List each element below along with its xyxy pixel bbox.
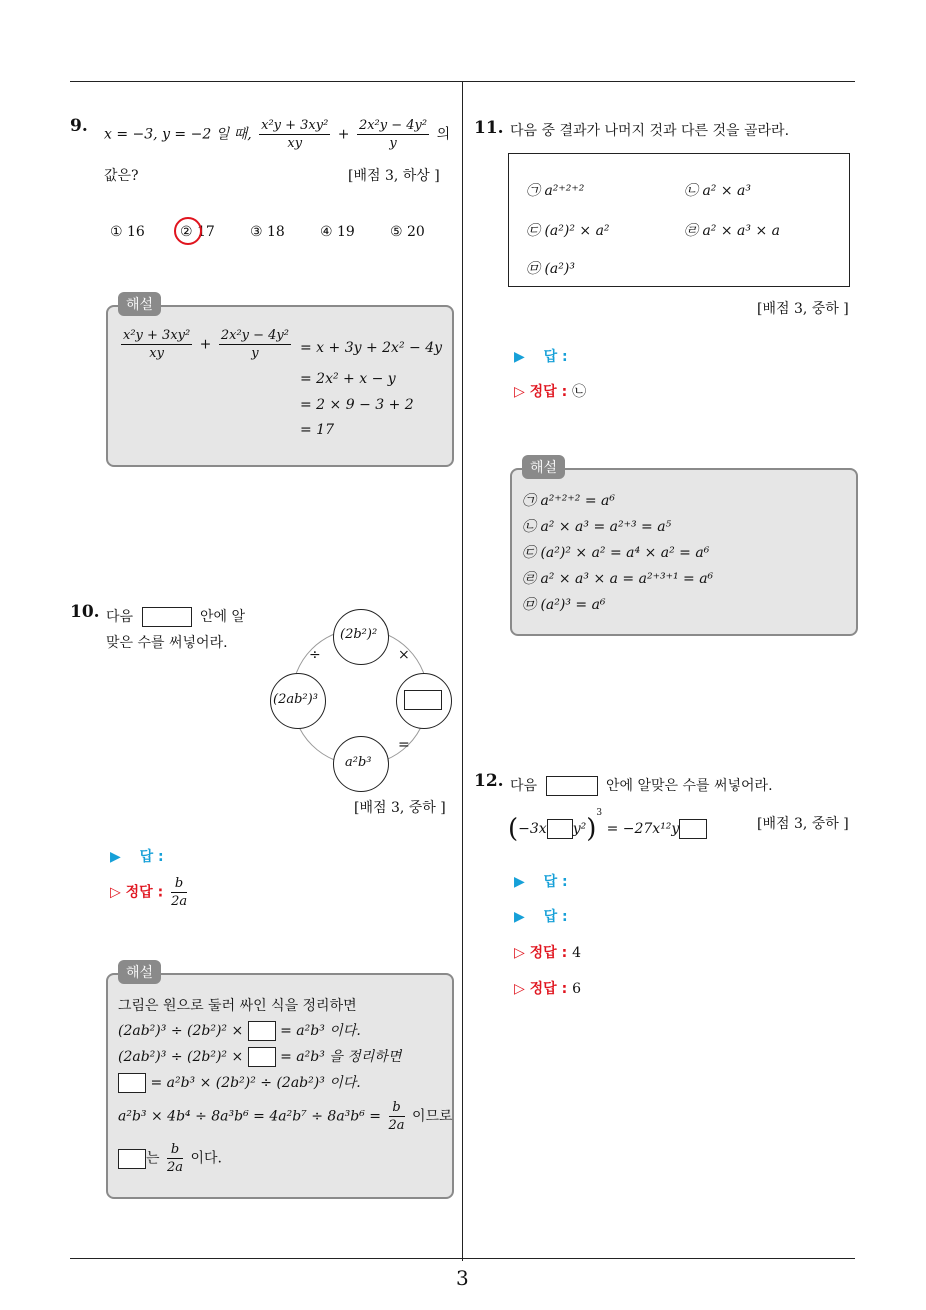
q9-answer-mark-circle	[174, 217, 202, 245]
q11-correct-label: 정답 :	[529, 384, 568, 400]
q10-sol-blank-3	[118, 1073, 146, 1093]
q10-circle-bottom-label: a²b³	[345, 755, 372, 770]
q10-answer-arrow-icon: ▶	[110, 849, 121, 865]
q12-correct-row-2	[514, 978, 581, 998]
q11-option-1[interactable]: ㉠ a²⁺²⁺²	[526, 183, 585, 199]
q9-solution-line-3: = 2 × 9 − 3 + 2	[300, 397, 414, 413]
q10-sol-expr-a: (2ab²)³ ÷ (2b²)² ×	[118, 1023, 244, 1039]
q10-answer-label: 답 :	[139, 849, 164, 865]
q9-condition: x = −3, y = −2 일 때,	[104, 126, 252, 143]
q11-correct-row	[514, 381, 586, 401]
q11-sol-line-5: ㉤ (a²)³ = a⁶	[522, 597, 606, 613]
q9-sol-frac2-den: y	[251, 346, 259, 361]
q10-sol-text-g: 이므로	[411, 1108, 453, 1125]
q10-sol-frac2-num: b	[167, 1142, 183, 1159]
q9-frac1	[259, 118, 330, 151]
q10-correct-den: 2a	[171, 894, 188, 909]
q12-paren-open: (	[508, 814, 519, 844]
q10-correct-label: 정답 :	[125, 884, 164, 901]
q10-sol-expr-e: = a²b³ × (2b²)² ÷ (2ab²)³ 이다.	[150, 1075, 361, 1091]
q12-correct-row-1	[514, 942, 581, 962]
q12-blank-1[interactable]	[547, 819, 573, 839]
q9-choice-1[interactable]: ① 16	[110, 224, 145, 240]
q10-sol-text-i: 이다.	[190, 1150, 222, 1167]
q9-sol-plus: +	[199, 336, 212, 353]
question-10-line1	[106, 606, 245, 627]
q11-option-3[interactable]: ㉢ (a²)² × a²	[526, 223, 610, 239]
question-12-number: 12.	[474, 771, 504, 791]
q11-answer-row	[514, 346, 568, 366]
q12-correct-value-1: 4	[572, 945, 581, 961]
q12-paren-close: )	[586, 814, 597, 844]
q11-sol-line-4: ㉣ a² × a³ × a = a²⁺³⁺¹ = a⁶	[522, 571, 714, 587]
question-11-score: [배점 3, 중하 ]	[757, 301, 849, 317]
q9-frac2-den: y	[389, 136, 397, 151]
q9-frac1-den: xy	[287, 136, 303, 151]
q9-plus: +	[337, 126, 350, 143]
q10-correct-num: b	[171, 876, 187, 893]
q11-answer-arrow-icon: ▶	[514, 349, 525, 365]
q10-sol-line-1: 그림은 원으로 둘러 싸인 식을 정리하면	[118, 998, 357, 1014]
q12-text1: 다음	[510, 778, 538, 794]
q12-blank-2[interactable]	[679, 819, 707, 839]
q11-answer-label: 답 :	[543, 349, 568, 365]
question-10-number: 10.	[70, 602, 100, 622]
q10-solution-tag: 해설	[118, 960, 161, 984]
q10-circle-right-blank[interactable]	[404, 690, 442, 710]
q11-correct-arrow-icon: ▷	[514, 384, 525, 400]
q12-text2: 안에 알맞은 수를 써넣어라.	[605, 778, 773, 794]
q9-choice-4[interactable]: ④ 19	[320, 224, 355, 240]
q9-solution-line-4: = 17	[300, 422, 334, 438]
q9-solution-tag: 해설	[118, 292, 161, 316]
q11-sol-line-1: ㉠ a²⁺²⁺² = a⁶	[522, 493, 616, 509]
q10-text2: 안에 알	[199, 609, 245, 625]
q9-solution-line-1: = x + 3y + 2x² − 4y	[300, 340, 443, 356]
q12-exp3: 3	[596, 808, 603, 818]
q9-frac1-num: x²y + 3xy²	[261, 118, 329, 133]
question-9-score: [배점 3, 하상 ]	[348, 168, 440, 184]
question-9-line2: 값은?	[104, 168, 139, 184]
q10-sol-expr-f: a²b³ × 4b⁴ ÷ 8a³b⁶ = 4a²b⁷ ÷ 8a³b⁶ =	[118, 1108, 382, 1125]
q12-expr-mid: y²	[572, 821, 587, 837]
q9-post: 의	[436, 126, 451, 143]
q11-option-2[interactable]: ㉡ a² × a³	[684, 183, 751, 199]
q10-correct-frac	[171, 876, 187, 909]
q10-circle-top-label: (2b²)²	[340, 627, 378, 642]
q11-sol-line-2: ㉡ a² × a³ = a²⁺³ = a⁵	[522, 519, 672, 535]
q9-choice-2[interactable]: ② 17	[180, 224, 215, 240]
q12-correct-arrow-icon-2: ▷	[514, 981, 525, 997]
q12-answer-row-1	[514, 871, 568, 891]
q10-sol-expr-d: = a²b³ 을 정리하면	[280, 1049, 402, 1065]
q12-answer-row-2	[514, 906, 568, 926]
question-12-expression	[508, 808, 707, 844]
q10-sol-text-h: 는	[146, 1150, 160, 1167]
q9-frac2-num: 2x²y − 4y²	[358, 118, 428, 133]
q10-correct-arrow-icon: ▷	[110, 884, 121, 901]
q12-correct-value-2: 6	[572, 981, 581, 997]
q12-answer-label-1: 답 :	[543, 874, 568, 890]
q12-answer-arrow-icon-1: ▶	[514, 874, 525, 890]
question-11-number: 11.	[474, 118, 504, 138]
q9-choice-5[interactable]: ⑤ 20	[390, 224, 425, 240]
q12-blank	[546, 776, 598, 796]
q9-choice-3[interactable]: ③ 18	[250, 224, 285, 240]
bottom-rule	[70, 1258, 855, 1259]
question-10-score: [배점 3, 중하 ]	[354, 800, 446, 816]
q12-correct-label-1: 정답 :	[529, 945, 568, 961]
center-divider	[462, 81, 463, 1261]
q10-sol-frac1-den: 2a	[388, 1118, 405, 1133]
question-9-number: 9.	[70, 116, 88, 136]
q10-sol-expr-c: (2ab²)³ ÷ (2b²)² ×	[118, 1049, 244, 1065]
q11-option-5[interactable]: ㉤ (a²)³	[526, 261, 575, 277]
q10-sol-expr-b: = a²b³ 이다.	[280, 1023, 361, 1039]
q12-correct-label-2: 정답 :	[529, 981, 568, 997]
q10-sol-frac2-den: 2a	[166, 1160, 184, 1175]
question-12-line1	[510, 775, 773, 796]
q9-solution-line-2: = 2x² + x − y	[300, 371, 396, 387]
q9-solution-lhs	[118, 328, 294, 361]
q10-sol-line-3	[118, 1046, 401, 1067]
q10-sol-blank-2	[248, 1047, 276, 1067]
q12-correct-arrow-icon-1: ▷	[514, 945, 525, 961]
q10-op-times: ×	[398, 647, 410, 663]
page-number: 3	[456, 1266, 469, 1290]
q10-circle-left-label: (2ab²)³	[273, 692, 318, 707]
question-9-line1	[104, 118, 450, 151]
q12-answer-label-2: 답 :	[543, 909, 568, 925]
q10-sol-blank-1	[248, 1021, 276, 1041]
q11-correct-value: ㉡	[572, 384, 587, 400]
q10-sol-frac1-num: b	[389, 1100, 405, 1117]
q11-option-4[interactable]: ㉣ a² × a³ × a	[684, 223, 780, 239]
question-11-text: 다음 중 결과가 나머지 것과 다른 것을 골라라.	[510, 123, 790, 139]
q10-op-equals: =	[398, 737, 410, 753]
q10-sol-line-4	[118, 1072, 361, 1093]
q9-frac2	[357, 118, 429, 151]
q9-sol-frac1-den: xy	[149, 346, 164, 361]
q10-correct-row	[110, 876, 190, 909]
q9-sol-frac2-num: 2x²y − 4y²	[220, 328, 289, 343]
q11-solution-tag: 해설	[522, 455, 565, 479]
q10-sol-line-5	[118, 1100, 453, 1133]
q11-sol-line-3: ㉢ (a²)² × a² = a⁴ × a² = a⁶	[522, 545, 710, 561]
q12-answer-arrow-icon-2: ▶	[514, 909, 525, 925]
q12-expr-right: = −27x¹²y	[606, 821, 680, 837]
question-12-score: [배점 3, 중하 ]	[757, 816, 849, 832]
q10-blank	[142, 607, 192, 627]
q9-sol-frac1-num: x²y + 3xy²	[123, 328, 191, 343]
q10-sol-line-6	[118, 1142, 222, 1175]
q10-sol-blank-4	[118, 1149, 146, 1169]
question-10-line2: 맞은 수를 써넣어라.	[106, 635, 228, 651]
q10-text1: 다음	[106, 609, 134, 625]
q12-expr-left: −3x	[518, 821, 547, 837]
q10-answer-row	[110, 846, 164, 866]
q10-op-divide: ÷	[309, 647, 321, 663]
q10-sol-line-2	[118, 1020, 361, 1041]
